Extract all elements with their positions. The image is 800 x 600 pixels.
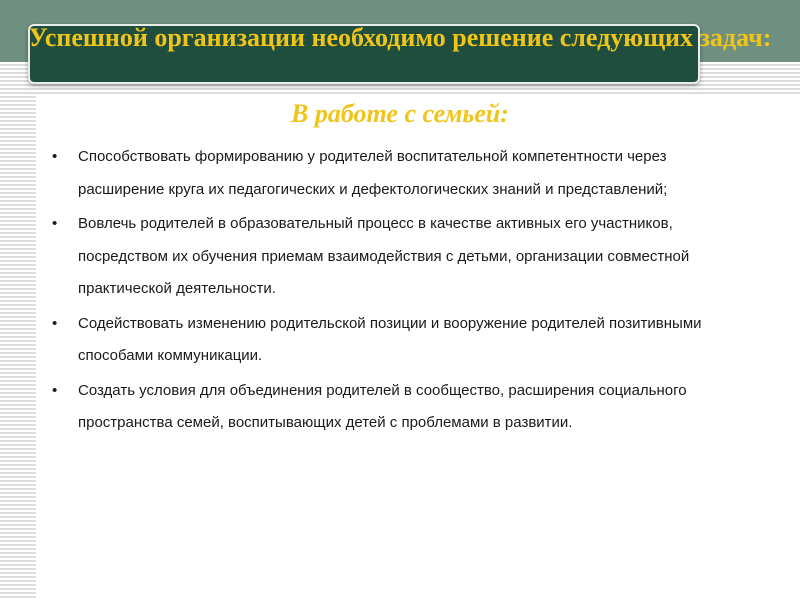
bullet-item: [52, 208, 742, 306]
striped-left-margin: [0, 62, 36, 600]
bullet-text: Вовлечь родителей в образовательный процесс в качестве активных его участников, посредством их обучения приемам взаимодействия с детьми, организации совместной практической деятельности.: [78, 215, 690, 297]
bullet-item: [52, 375, 742, 440]
bullet-dot-icon: •: [52, 148, 58, 165]
bullet-dot-icon: •: [52, 215, 58, 232]
bullet-list: [52, 141, 742, 440]
bullet-dot-icon: •: [52, 314, 58, 332]
bullet-text: Создать условия для объединения родителей в сообщество, расширения социального пространства семей, воспитывающих детей с проблемами в развитии.: [78, 381, 687, 431]
slide-title: Успешной организации необходимо решение следующих задач:: [28, 23, 772, 52]
bullet-item: [52, 141, 742, 206]
slide-content: [52, 141, 742, 442]
bullet-item: [52, 308, 742, 373]
bullet-dot-icon: •: [52, 381, 58, 399]
bullet-text: Содействовать изменению родительской позиции и вооружение родителей позитивными способами коммуникации.: [78, 314, 702, 364]
slide-subtitle: В работе с семьей:: [291, 99, 509, 128]
bullet-text: Способствовать формированию у родителей воспитательной компетентности через расширение круга их педагогических и дефектологических знаний и представлений;: [78, 148, 668, 198]
